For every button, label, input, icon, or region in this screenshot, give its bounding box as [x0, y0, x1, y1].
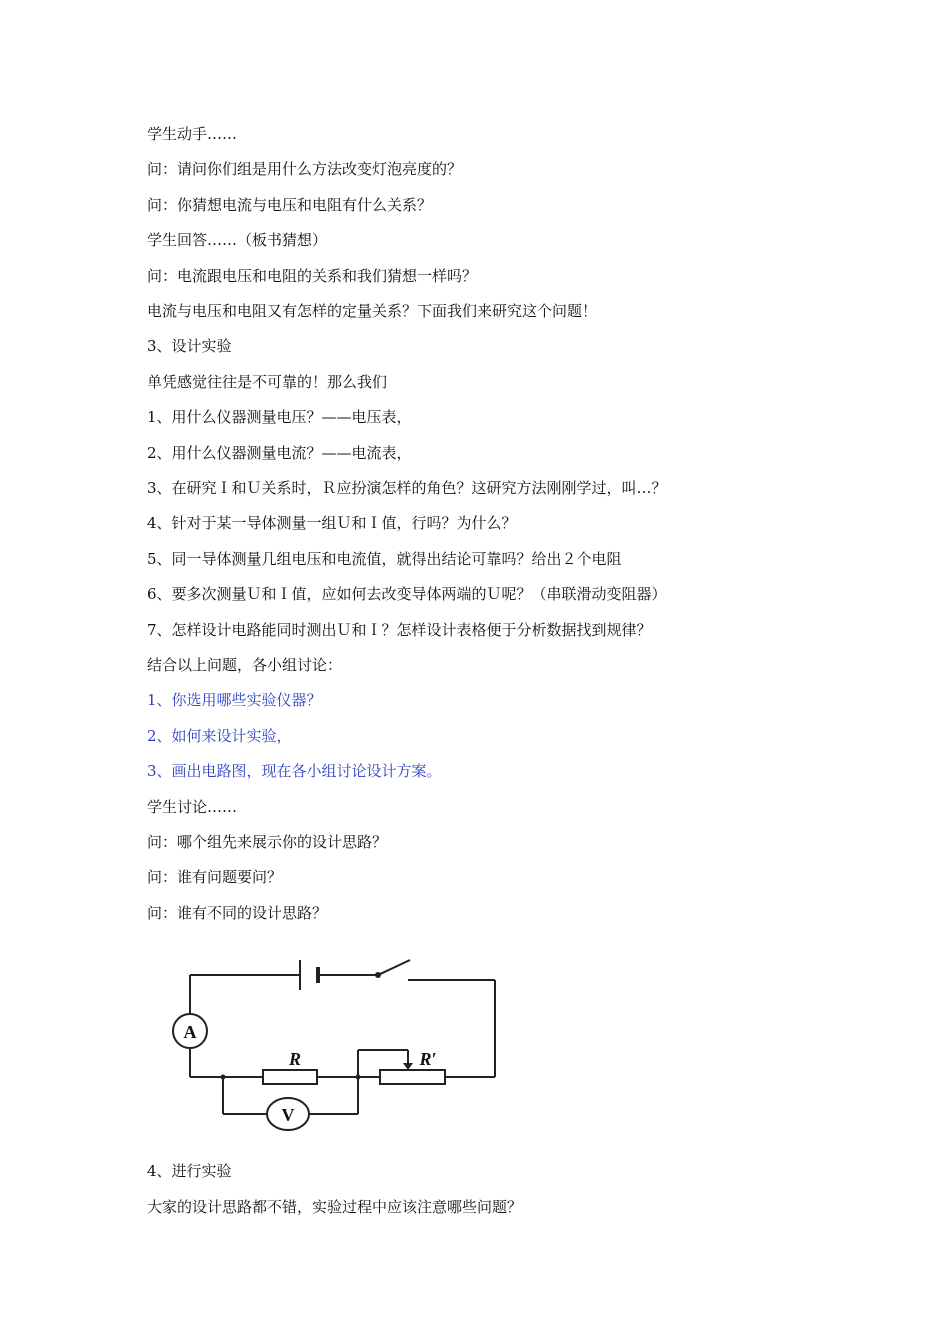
paragraph-line: 6、要多次测量Ｕ和Ｉ值，应如何去改变导体两端的Ｕ呢？（串联滑动变阻器） — [147, 585, 667, 604]
paragraph-line: 4、进行实验 — [147, 1162, 232, 1180]
rheostat-label: R′ — [419, 1049, 437, 1069]
paragraph-line: 2、用什么仪器测量电流？——电流表， — [147, 443, 412, 462]
switch-pivot — [375, 972, 381, 978]
paragraph-line: 1、用什么仪器测量电压？——电压表， — [147, 408, 412, 427]
paragraph-line: 问：哪个组先来展示你的设计思路？ — [147, 833, 388, 851]
circuit-diagram — [160, 950, 510, 1140]
paragraph-line: 问：请问你们组是用什么方法改变灯泡亮度的？ — [147, 160, 463, 179]
paragraph-line: 学生讨论…… — [147, 797, 238, 816]
paragraph-line: 问：电流跟电压和电阻的关系和我们猜想一样吗？ — [147, 266, 478, 285]
paragraph-line: 3、设计实验 — [147, 337, 232, 356]
voltmeter-label: V — [281, 1105, 295, 1125]
paragraph-line: 问：谁有问题要问？ — [147, 868, 283, 887]
paragraph-line: 大家的设计思路都不错，实验过程中应该注意哪些问题？ — [147, 1198, 523, 1216]
rheostat-symbol — [380, 1070, 445, 1084]
paragraph-line: 电流与电压和电阻又有怎样的定量关系？下面我们来研究这个问题！ — [147, 302, 598, 320]
paragraph-line: 学生动手…… — [147, 125, 238, 143]
paragraph-line: 问：谁有不同的设计思路？ — [147, 903, 328, 922]
slider-arrow-icon — [403, 1063, 413, 1070]
paragraph-line: 学生回答……（板书猜想） — [147, 231, 328, 250]
paragraph-line: 问：你猜想电流与电压和电阻有什么关系？ — [147, 195, 433, 214]
resistor-symbol — [263, 1070, 317, 1084]
resistor-label: R — [288, 1049, 302, 1069]
paragraph-line: 单凭感觉往往是不可靠的！那么我们 — [147, 372, 388, 391]
junction-dot — [221, 1075, 226, 1080]
paragraph-line: 4、针对于某一导体测量一组Ｕ和Ｉ值，行吗？为什么？ — [147, 514, 517, 533]
paragraph-line: 3、在研究Ｉ和Ｕ关系时，Ｒ应扮演怎样的角色？这研究方法刚刚学过，叫…？ — [147, 479, 667, 497]
paragraph-line: 结合以上问题，各小组讨论： — [147, 656, 343, 674]
paragraph-line: 5、同一导体测量几组电压和电流值，就得出结论可靠吗？给出２个电阻 — [147, 549, 622, 568]
paragraph-line: 7、怎样设计电路能同时测出Ｕ和Ｉ？怎样设计表格便于分析数据找到规律？ — [147, 620, 652, 639]
paragraph-line: 1、你选用哪些实验仪器？ — [147, 691, 322, 710]
ammeter-label: A — [183, 1022, 197, 1042]
junction-dot — [356, 1075, 361, 1080]
paragraph-line: 2、如何来设计实验， — [147, 726, 292, 745]
paragraph-line: 3、画出电路图，现在各小组讨论设计方案。 — [147, 762, 442, 781]
